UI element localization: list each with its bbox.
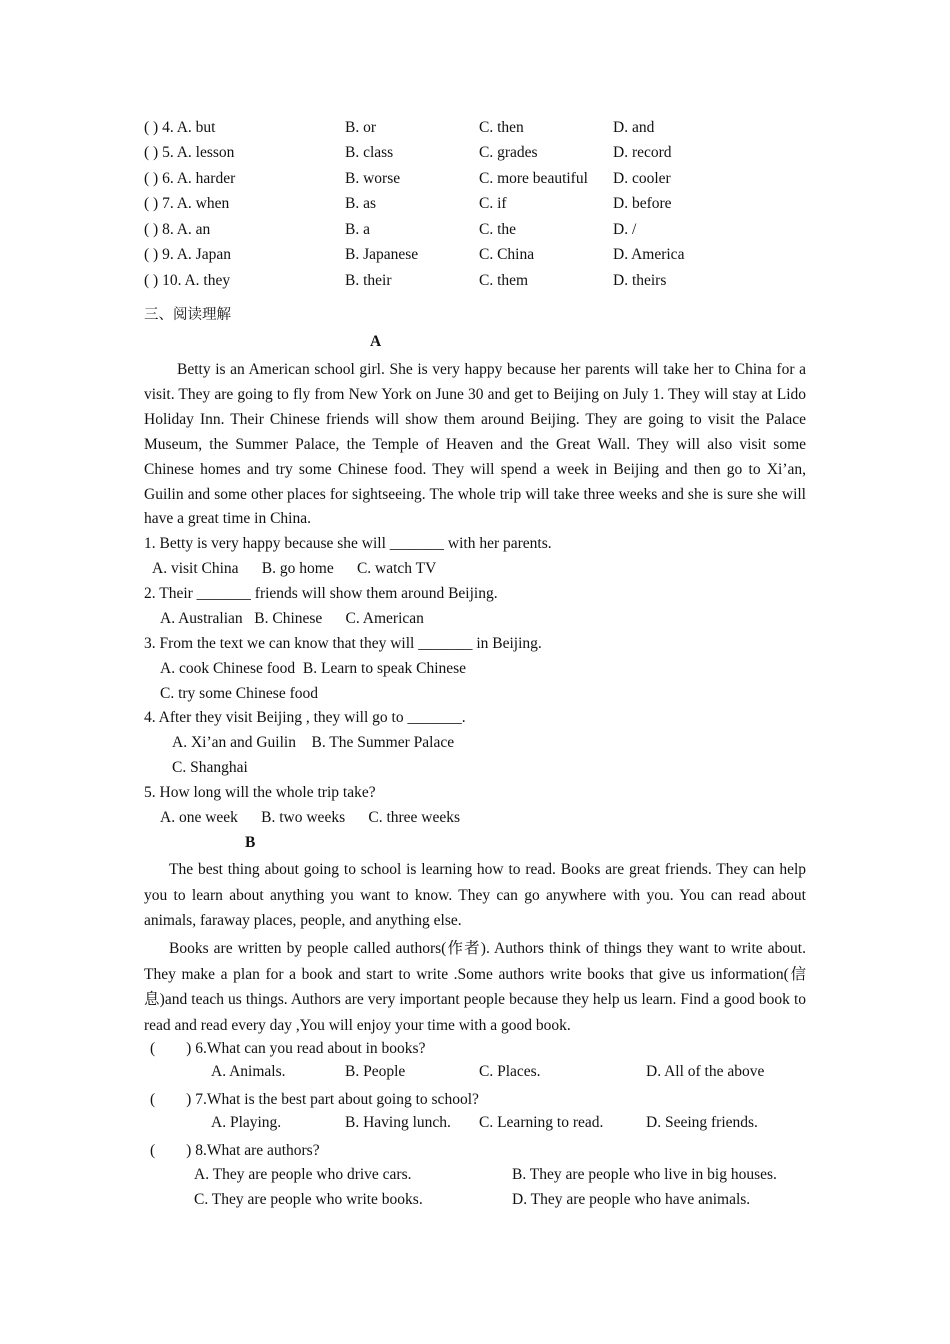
cloze-option-d: D. theirs [613,272,667,289]
cloze-item: ( ) 4. A. but [144,119,216,136]
cloze-item: ( ) 5. A. lesson [144,144,235,161]
question-8-option-a: A. They are people who drive cars. [194,1166,412,1183]
question-3-options: C. try some Chinese food [160,685,318,702]
cloze-row [144,221,824,243]
question-6-option-a: A. Animals. [211,1063,286,1080]
cloze-option-c: C. grades [479,144,538,161]
question-8-option-d: D. They are people who have animals. [512,1191,751,1208]
cloze-option-d: D. cooler [613,170,671,187]
question-7-option-d: D. Seeing friends. [646,1114,758,1131]
cloze-item: ( ) 8. A. an [144,221,211,238]
question-1: 1. Betty is very happy because she will _______ with her parents. [144,535,552,552]
passage-b-paragraph-1: The best thing about going to school is learning how to read. Books are great friends. They can help you to learn about anything you want to know. They can go anywhere with you. You can read about animals, faraway places, people, and anything else. [144,861,806,929]
cloze-option-b: B. a [345,221,370,238]
cloze-row [144,272,824,294]
cloze-option-c: C. the [479,221,517,238]
cloze-item: ( ) 9. A. Japan [144,246,231,263]
cloze-option-b: B. as [345,195,376,212]
cloze-option-c: C. if [479,195,507,212]
cloze-option-c: C. them [479,272,529,289]
cloze-item: ( ) 10. A. they [144,272,231,289]
question-6-option-b: B. People [345,1063,406,1080]
cloze-option-b: B. worse [345,170,401,187]
question-5: 5. How long will the whole trip take? [144,784,376,801]
question-5-options: A. one week B. two weeks C. three weeks [160,809,461,826]
cloze-option-c: C. China [479,246,535,263]
passage-a-heading: A [370,333,382,350]
question-4-options: C. Shanghai [172,759,248,776]
question-8-option-c: C. They are people who write books. [194,1191,423,1208]
passage-b-heading: B [245,834,256,851]
cloze-option-c: C. more beautiful [479,170,588,187]
cloze-option-b: B. their [345,272,392,289]
cloze-option-c: C. then [479,119,524,136]
cloze-row [144,119,824,141]
section-title: 三、阅读理解 [144,307,231,323]
passage-b-paragraph-2: Books are written by people called authors(作者). Authors think of things they want to write about. They make a plan for a book and start to write .Some authors write books that give us information(信息)and teach us things. Authors are very important people because they help us learn. Find a good book to read and read every day ,You will enjoy your time with a good book. [144,940,806,1034]
cloze-item: ( ) 6. A. harder [144,170,236,187]
question-4-options: A. Xi’an and Guilin B. The Summer Palace [172,734,455,751]
question-3-options: A. cook Chinese food B. Learn to speak Chinese [160,660,467,677]
question-2: 2. Their _______ friends will show them around Beijing. [144,585,498,602]
question-4: 4. After they visit Beijing , they will go to _______. [144,709,466,726]
cloze-row [144,170,824,192]
cloze-option-b: B. Japanese [345,246,419,263]
question-8-option-b: B. They are people who live in big houses. [512,1166,777,1183]
question-8: ( ) 8.What are authors? [150,1142,320,1159]
passage-a-text: Betty is an American school girl. She is very happy because her parents will take her to China for a visit. They are going to fly from New York on June 30 and get to Beijing on July 1. They will stay at Lido Holiday Inn. Their Chinese friends will show them around Beijing. They are going to visit the Palace Museum, the Summer Palace, the Temple of Heaven and the Great Wall. They will also visit some Chinese homes and try some Chinese food. They will spend a week in Beijing and then go to Xi’an, Guilin and some other places for sightseeing. The whole trip will take three weeks and she is sure she will have a great time in China. [144,361,806,528]
cloze-option-d: D. / [613,221,637,238]
cloze-option-d: D. record [613,144,672,161]
question-6: ( ) 6.What can you read about in books? [150,1040,426,1057]
cloze-option-b: B. class [345,144,394,161]
question-7-option-a: A. Playing. [211,1114,282,1131]
cloze-row [144,144,824,166]
cloze-option-d: D. and [613,119,655,136]
question-7: ( ) 7.What is the best part about going to school? [150,1091,479,1108]
cloze-option-d: D. America [613,246,685,263]
question-6-option-d: D. All of the above [646,1063,765,1080]
question-6-option-c: C. Places. [479,1063,541,1080]
cloze-option-d: D. before [613,195,672,212]
question-2-options: A. Australian B. Chinese C. American [160,610,424,627]
cloze-option-b: B. or [345,119,376,136]
cloze-row [144,246,824,268]
cloze-row [144,195,824,217]
cloze-item: ( ) 7. A. when [144,195,230,212]
question-7-option-c: C. Learning to read. [479,1114,604,1131]
question-7-option-b: B. Having lunch. [345,1114,451,1131]
question-1-options: A. visit China B. go home C. watch TV [152,560,437,577]
question-3: 3. From the text we can know that they will _______ in Beijing. [144,635,542,652]
